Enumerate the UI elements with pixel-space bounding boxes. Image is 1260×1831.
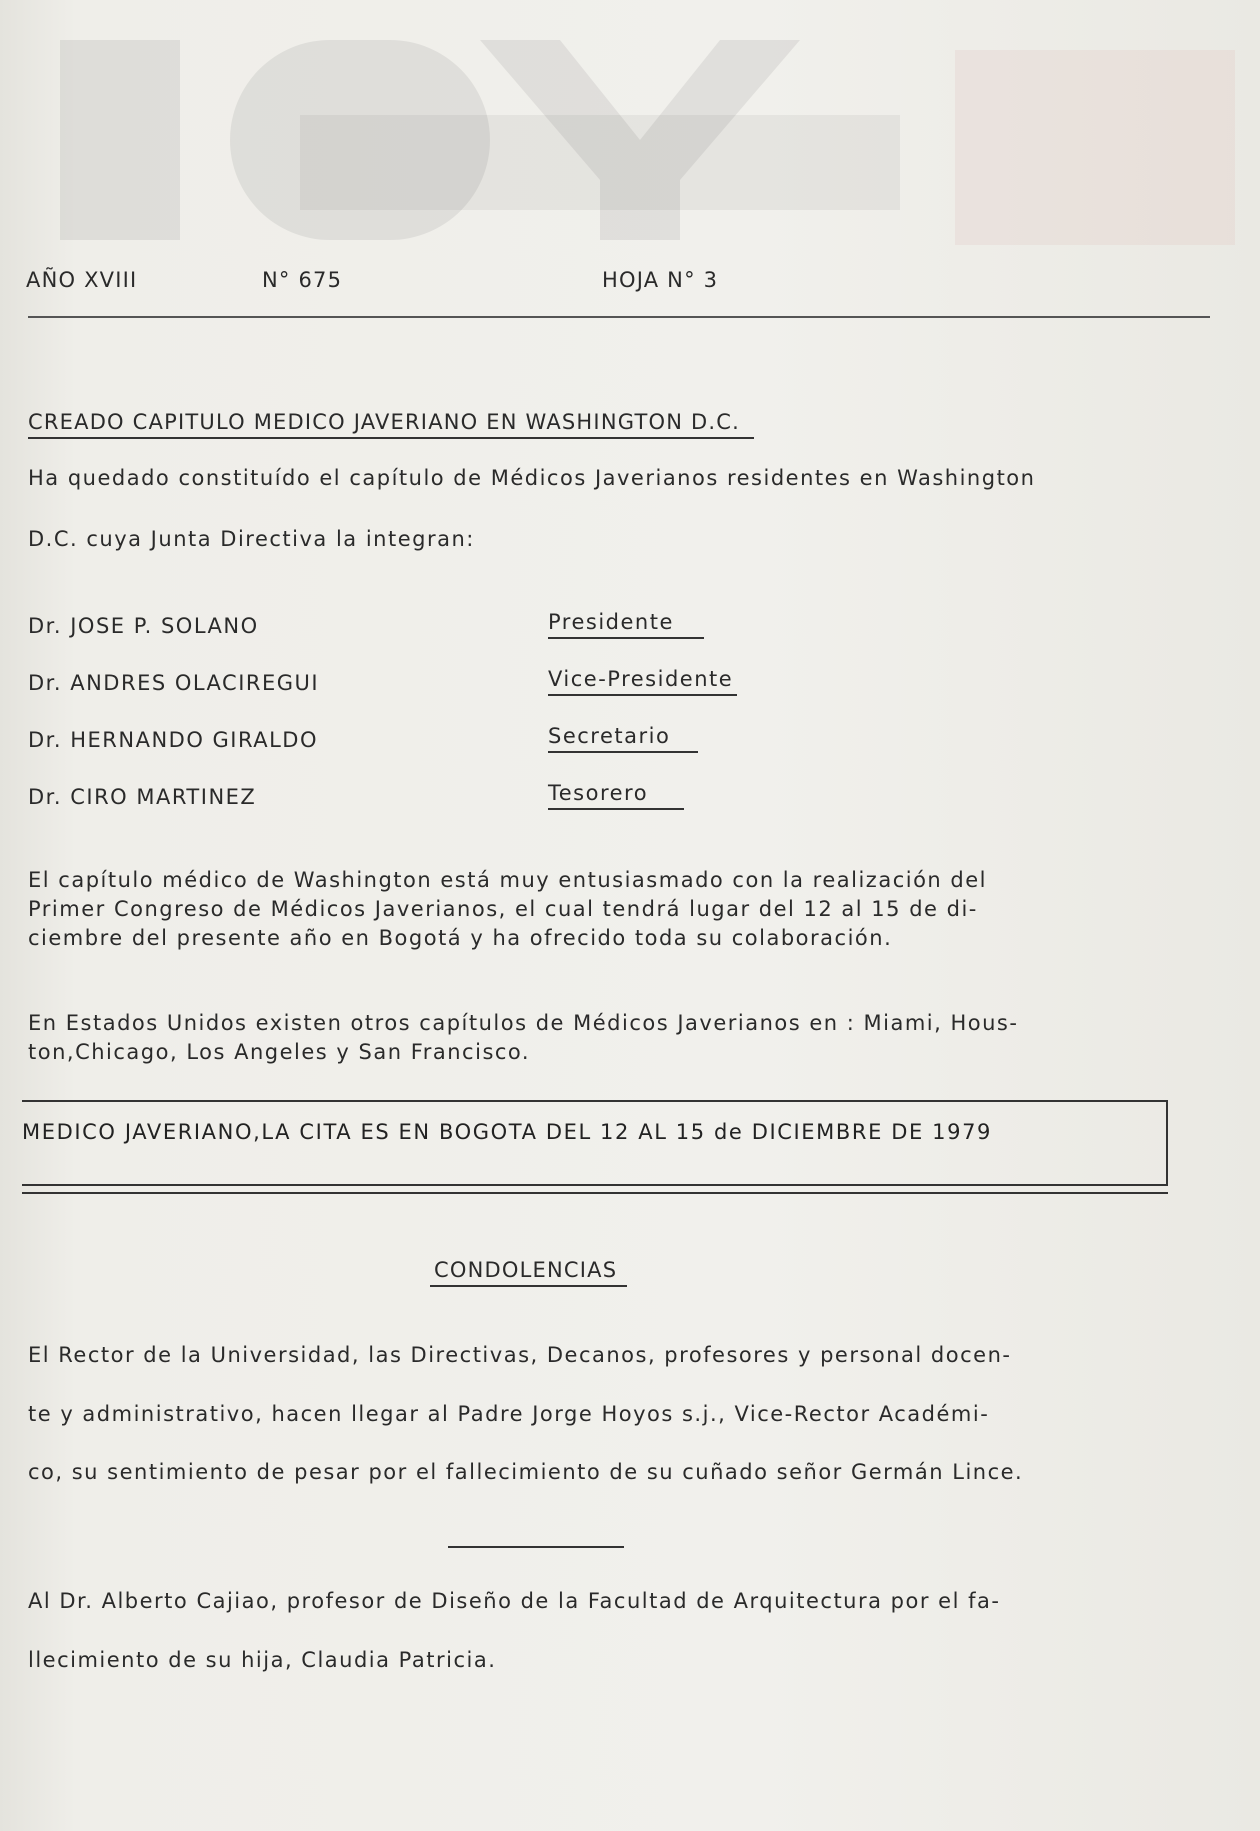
banner-bottom-rule [22, 1192, 1168, 1194]
condolences-p2-line-2: llecimiento de su hija, Claudia Patricia. [28, 1648, 497, 1672]
paragraph-2-line-1: En Estados Unidos existen otros capítulos de Médicos Javerianos en : Miami, Hous- [28, 1011, 1019, 1035]
header-sheet: HOJA N° 3 [602, 268, 719, 292]
board-member-role: Secretario [548, 724, 698, 748]
header-divider [28, 316, 1210, 318]
article-title [28, 410, 754, 434]
paragraph-2-line-2: ton,Chicago, Los Angeles y San Francisco. [28, 1040, 531, 1064]
intro-line-2: D.C. cuya Junta Directiva la integran: [28, 527, 475, 551]
condolences-p1-line-2: te y administrativo, hacen llegar al Padre Jorge Hoyos s.j., Vice-Rector Académi- [28, 1402, 990, 1426]
header-year: AÑO XVIII [26, 268, 138, 292]
board-member-name: Dr. ANDRES OLACIREGUI [28, 671, 320, 695]
paragraph-1-line-2: Primer Congreso de Médicos Javerianos, el cual tendrá lugar del 12 al 15 de di- [28, 897, 978, 921]
bleed-through-banner [300, 115, 900, 210]
condolences-title: CONDOLENCIAS [430, 1258, 627, 1282]
board-member-name: Dr. JOSE P. SOLANO [28, 614, 259, 638]
article-title-text: CREADO CAPITULO MEDICO JAVERIANO EN WASHINGTON D.C. [28, 410, 754, 439]
intro-line-1: Ha quedado constituído el capítulo de Médicos Javerianos residentes en Washington [28, 466, 1036, 490]
section-separator-rule [448, 1546, 624, 1548]
board-member-role: Tesorero [548, 781, 684, 805]
paragraph-1-line-1: El capítulo médico de Washington está muy entusiasmado con la realización del [28, 868, 987, 892]
condolences-p1-line-3: co, su sentimiento de pesar por el fallecimiento de su cuñado señor Germán Lince. [28, 1460, 1024, 1484]
board-member-name: Dr. HERNANDO GIRALDO [28, 728, 319, 752]
bleed-through-red-box [955, 50, 1235, 245]
condolences-p2-line-1: Al Dr. Alberto Cajiao, profesor de Diseño de la Facultad de Arquitectura por el fa- [28, 1589, 1001, 1613]
congress-banner-text: MEDICO JAVERIANO,LA CITA ES EN BOGOTA DEL 12 AL 15 de DICIEMBRE DE 1979 [22, 1120, 992, 1144]
paragraph-1-line-3: ciembre del presente año en Bogotá y ha ofrecido toda su colaboración. [28, 926, 893, 950]
board-member-role: Vice-Presidente [548, 667, 737, 691]
board-member-role: Presidente [548, 610, 704, 634]
condolences-p1-line-1: El Rector de la Universidad, las Directivas, Decanos, profesores y personal docen- [28, 1343, 1012, 1367]
header-number: N° 675 [262, 268, 343, 292]
board-member-name: Dr. CIRO MARTINEZ [28, 785, 257, 809]
